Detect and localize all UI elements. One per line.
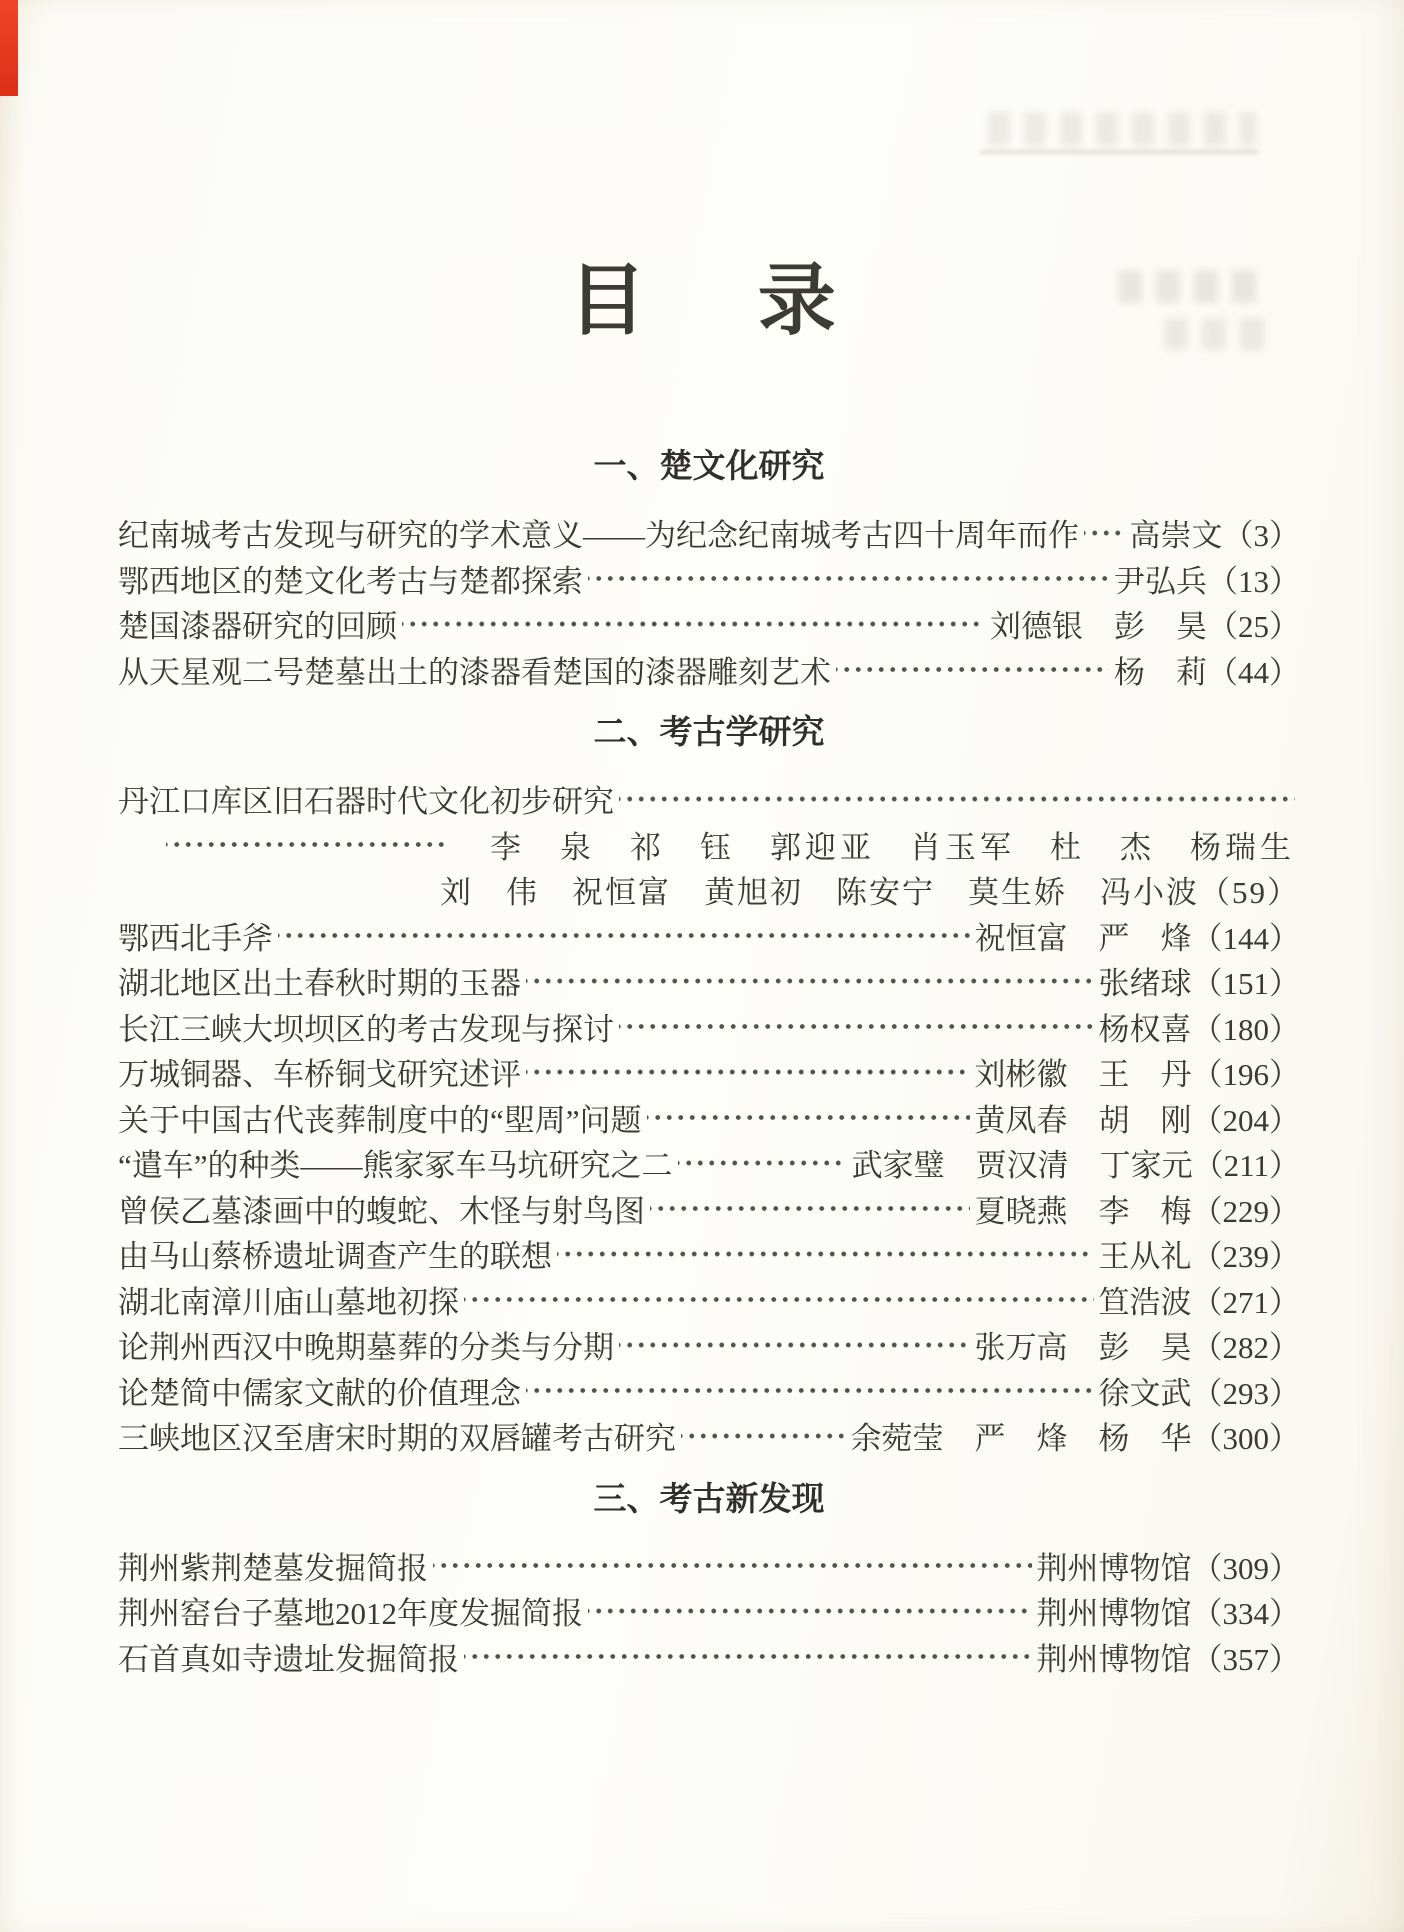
entry-page-number: （151） xyxy=(1191,966,1300,1002)
toc-entry xyxy=(118,1049,1300,1095)
entry-title: 纪南城考古发现与研究的学术意义——为纪念纪南城考古四十周年而作 xyxy=(118,518,1079,554)
toc-entry xyxy=(118,556,1300,602)
dot-leader xyxy=(619,776,1295,822)
toc-entry xyxy=(118,1004,1300,1050)
section-heading: 一、楚文化研究 xyxy=(593,447,825,484)
entry-authors: 荆州博物馆 xyxy=(1036,1641,1192,1677)
toc-entry xyxy=(118,1368,1300,1414)
toc-entry xyxy=(118,1588,1300,1634)
dot-leader xyxy=(402,601,985,647)
entry-authors: 徐文武 xyxy=(1098,1375,1192,1411)
entry-title: 从天星观二号楚墓出土的漆器看楚国的漆器雕刻艺术 xyxy=(118,654,831,690)
entry-page-number: （196） xyxy=(1191,1057,1300,1093)
toc-entry xyxy=(118,647,1300,693)
entry-authors: 余菀莹 严 烽 杨 华 xyxy=(850,1421,1192,1457)
entry-page-number: （59） xyxy=(1199,875,1300,911)
toc-entry xyxy=(118,601,1300,647)
entry-page-number: （13） xyxy=(1207,563,1300,599)
dot-leader xyxy=(166,822,448,868)
toc-entry xyxy=(118,1634,1300,1680)
entry-title: 丹江口库区旧石器时代文化初步研究 xyxy=(118,784,614,820)
entry-authors: 杨 莉 xyxy=(1114,654,1207,690)
dot-leader xyxy=(278,913,970,959)
entry-title: 关于中国古代丧葬制度中的“堲周”问题 xyxy=(118,1102,642,1138)
entry-title: 曾侯乙墓漆画中的蝮蛇、木怪与射鸟图 xyxy=(118,1193,645,1229)
dot-leader xyxy=(619,1004,1094,1050)
dot-leader xyxy=(678,1140,847,1186)
entry-authors: 杨权喜 xyxy=(1098,1011,1192,1047)
entry-authors: 张万高 彭 昊 xyxy=(974,1330,1192,1366)
entry-authors: 高崇文 xyxy=(1129,518,1223,554)
toc-entry xyxy=(118,1277,1300,1323)
entry-page-number: （239） xyxy=(1191,1239,1300,1275)
dot-leader xyxy=(1084,510,1125,556)
dot-leader xyxy=(588,556,1109,602)
entry-title: 由马山蔡桥遗址调查产生的联想 xyxy=(118,1239,552,1275)
entry-page-number: （309） xyxy=(1191,1550,1300,1586)
entry-page-number: （44） xyxy=(1207,654,1300,690)
dot-leader xyxy=(681,1413,846,1459)
entry-title: 论楚简中儒家文献的价值理念 xyxy=(118,1375,521,1411)
toc-entry xyxy=(118,510,1300,556)
entry-page-number: （204） xyxy=(1191,1102,1300,1138)
entry-title: 鄂西地区的楚文化考古与楚都探索 xyxy=(118,563,583,599)
toc-entry xyxy=(118,1231,1300,1277)
page-title-char: 目 xyxy=(568,257,647,344)
entry-title: “遣车”的种类——熊家冢车马坑研究之二 xyxy=(118,1148,673,1184)
dot-leader xyxy=(526,1368,1094,1414)
entry-page-number: （300） xyxy=(1191,1421,1300,1457)
page-title xyxy=(0,238,1404,350)
toc-entry xyxy=(118,913,1300,959)
entry-title: 鄂西北手斧 xyxy=(118,920,273,956)
toc-entry-authors-row xyxy=(118,867,1300,913)
entry-authors: 笪浩波 xyxy=(1098,1284,1192,1320)
dot-leader xyxy=(619,1322,970,1368)
entry-title: 论荆州西汉中晚期墓葬的分类与分期 xyxy=(118,1330,614,1366)
section-heading: 三、考古新发现 xyxy=(593,1479,825,1517)
page-title-char: 录 xyxy=(757,257,836,344)
entry-authors: 尹弘兵 xyxy=(1114,563,1207,599)
entry-title: 荆州紫荆楚墓发掘简报 xyxy=(118,1550,428,1586)
entry-authors: 王从礼 xyxy=(1098,1239,1192,1275)
entry-authors: 刘德银 彭 昊 xyxy=(990,609,1207,645)
entry-page-number: （25） xyxy=(1207,609,1300,645)
dot-leader xyxy=(526,958,1094,1004)
bleedthrough-text xyxy=(988,112,1256,146)
entry-page-number: （180） xyxy=(1191,1011,1300,1047)
entry-title: 石首真如寺遗址发掘简报 xyxy=(118,1641,459,1677)
entry-authors: 荆州博物馆 xyxy=(1036,1596,1192,1632)
section-heading: 二、考古学研究 xyxy=(593,713,825,750)
entry-page-number: （229） xyxy=(1191,1193,1300,1229)
entry-title: 湖北地区出土春秋时期的玉器 xyxy=(118,966,521,1002)
table-of-contents xyxy=(118,446,1300,1679)
dot-leader xyxy=(650,1186,970,1232)
bleedthrough-rule xyxy=(980,150,1258,154)
toc-entry xyxy=(118,1413,1300,1459)
toc-entry xyxy=(118,1095,1300,1141)
dot-leader xyxy=(836,647,1109,693)
entry-authors: 夏晓燕 李 梅 xyxy=(974,1193,1192,1229)
toc-section-1 xyxy=(118,446,1300,692)
dot-leader xyxy=(588,1588,1032,1634)
toc-section-2 xyxy=(118,712,1300,1459)
toc-entry-authors-row xyxy=(118,822,1300,868)
entry-page-number: （271） xyxy=(1191,1284,1300,1320)
entry-page-number: （334） xyxy=(1191,1596,1300,1632)
toc-section-3 xyxy=(118,1479,1300,1680)
entry-authors: 张绪球 xyxy=(1098,966,1192,1002)
dot-leader xyxy=(526,1049,970,1095)
dot-leader xyxy=(647,1095,970,1141)
dot-leader xyxy=(464,1634,1032,1680)
entry-page-number: （357） xyxy=(1191,1641,1300,1677)
entry-authors: 李 泉 祁 钰 郭迎亚 肖玉军 杜 杰 杨瑞生 xyxy=(490,829,1295,865)
toc-entry xyxy=(118,776,1300,822)
toc-entry xyxy=(118,1186,1300,1232)
entry-page-number: （282） xyxy=(1191,1330,1300,1366)
entry-authors: 刘 伟 祝恒富 黄旭初 陈安宁 莫生娇 冯小波 xyxy=(440,875,1199,911)
entry-page-number: （293） xyxy=(1191,1375,1300,1411)
entry-title: 湖北南漳川庙山墓地初探 xyxy=(118,1284,459,1320)
entry-page-number: （144） xyxy=(1191,920,1300,956)
entry-authors: 刘彬徽 王 丹 xyxy=(974,1057,1192,1093)
entry-page-number: （211） xyxy=(1192,1148,1300,1184)
toc-entry xyxy=(118,1543,1300,1589)
entry-title: 万城铜器、车桥铜戈研究述评 xyxy=(118,1057,521,1093)
dot-leader xyxy=(433,1543,1032,1589)
entry-title: 长江三峡大坝坝区的考古发现与探讨 xyxy=(118,1011,614,1047)
toc-entry xyxy=(118,1322,1300,1368)
entry-authors: 荆州博物馆 xyxy=(1036,1550,1192,1586)
scan-edge-red-strip xyxy=(0,0,18,96)
toc-entry xyxy=(118,958,1300,1004)
dot-leader xyxy=(464,1277,1094,1323)
entry-authors: 武家璧 贾汉清 丁家元 xyxy=(851,1148,1193,1184)
entry-page-number: （3） xyxy=(1222,518,1300,554)
entry-authors: 祝恒富 严 烽 xyxy=(974,920,1192,956)
dot-leader xyxy=(557,1231,1094,1277)
entry-authors: 黄凤春 胡 刚 xyxy=(974,1102,1192,1138)
entry-title: 三峡地区汉至唐宋时期的双唇罐考古研究 xyxy=(118,1421,676,1457)
entry-title: 荆州窑台子墓地2012年度发掘简报 xyxy=(118,1596,583,1632)
toc-entry xyxy=(118,1140,1300,1186)
entry-title: 楚国漆器研究的回顾 xyxy=(118,609,397,645)
